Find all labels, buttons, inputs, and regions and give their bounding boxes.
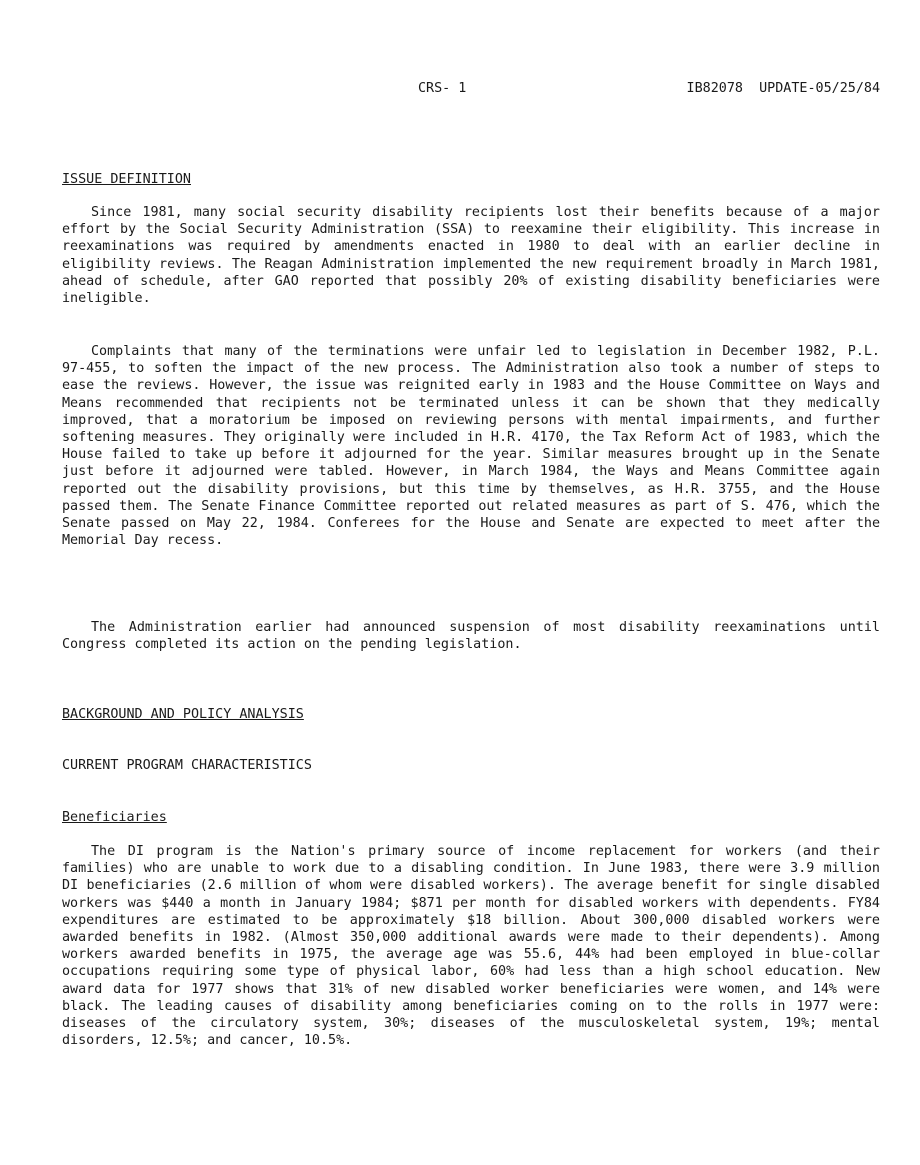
header-page-number: CRS- 1 [418, 81, 467, 96]
issue-paragraph-2: Complaints that many of the terminations were unfair led to legislation in December 1982, P.L. 97-455, to soften the impact of the new process. The Administration also took a number of steps to ease the reviews. However, the issue was reignited early in 1983 and the House Committee on Ways and Means recommended that recipients not be terminated unless it can be shown that they medically improved, that a moratorium be imposed on reviewing persons with mental impairments, and further softening measures. They originally were included in H.R. 4170, the Tax Reform Act of 1983, which the House failed to take up before it adjourned for the year. Similar measures brought up in the Senate just before it adjourned were tabled. However, in March 1984, the Ways and Means Committee again reported out the disability provisions, but this time by themselves, as H.R. 3755, and the House passed them. The Senate Finance Committee reported out related measures as part of S. 476, which the Senate passed on May 22, 1984. Conferees for the House and Senate are expected to meet after the Memorial Day recess. [62, 344, 880, 549]
beneficiaries-heading: Beneficiaries [62, 810, 167, 825]
program-characteristics-heading: CURRENT PROGRAM CHARACTERISTICS [62, 758, 312, 773]
issue-paragraph-3: The Administration earlier had announced suspension of most disability reexaminations until Congress completed its action on the pending legislation. [62, 620, 880, 653]
issue-paragraph-1: Since 1981, many social security disability recipients lost their benefits because of a major effort by the Social Security Administration (SSA) to reexamine their eligibility. This increase in reexaminations was required by amendments enacted in 1980 to deal with an earlier decline in eligibility reviews. The Reagan Administration implemented the new requirement broadly in March 1981, ahead of schedule, after GAO reported that possibly 20% of existing disability beneficiaries were ineligible. [62, 205, 880, 307]
background-heading: BACKGROUND AND POLICY ANALYSIS [62, 707, 304, 722]
header-report-id: IB82078 UPDATE-05/25/84 [686, 81, 880, 96]
issue-definition-heading: ISSUE DEFINITION [62, 172, 191, 187]
beneficiaries-paragraph: The DI program is the Nation's primary source of income replacement for workers (and their families) who are unable to work due to a disabling condition. In June 1983, there were 3.9 million DI beneficiaries (2.6 million of whom were disabled workers). The average benefit for single disabled workers was $440 a month in January 1984; $871 per month for disabled workers with dependents. FY84 expenditures are estimated to be approximately $18 billion. About 300,000 disabled workers were awarded benefits in 1982. (Almost 350,000 additional awards were made to their dependents). Among workers awarded benefits in 1975, the average age was 55.6, 44% had been employed in blue-collar occupations requiring some type of physical labor, 60% had less than a high school education. New award data for 1977 shows that 31% of new disabled worker beneficiaries were women, and 14% were black. The leading causes of disability among beneficiaries coming on to the rolls in 1977 were: diseases of the circulatory system, 30%; diseases of the musculoskeletal system, 19%; mental disorders, 12.5%; and cancer, 10.5%. [62, 844, 880, 1049]
page-header [62, 80, 880, 98]
